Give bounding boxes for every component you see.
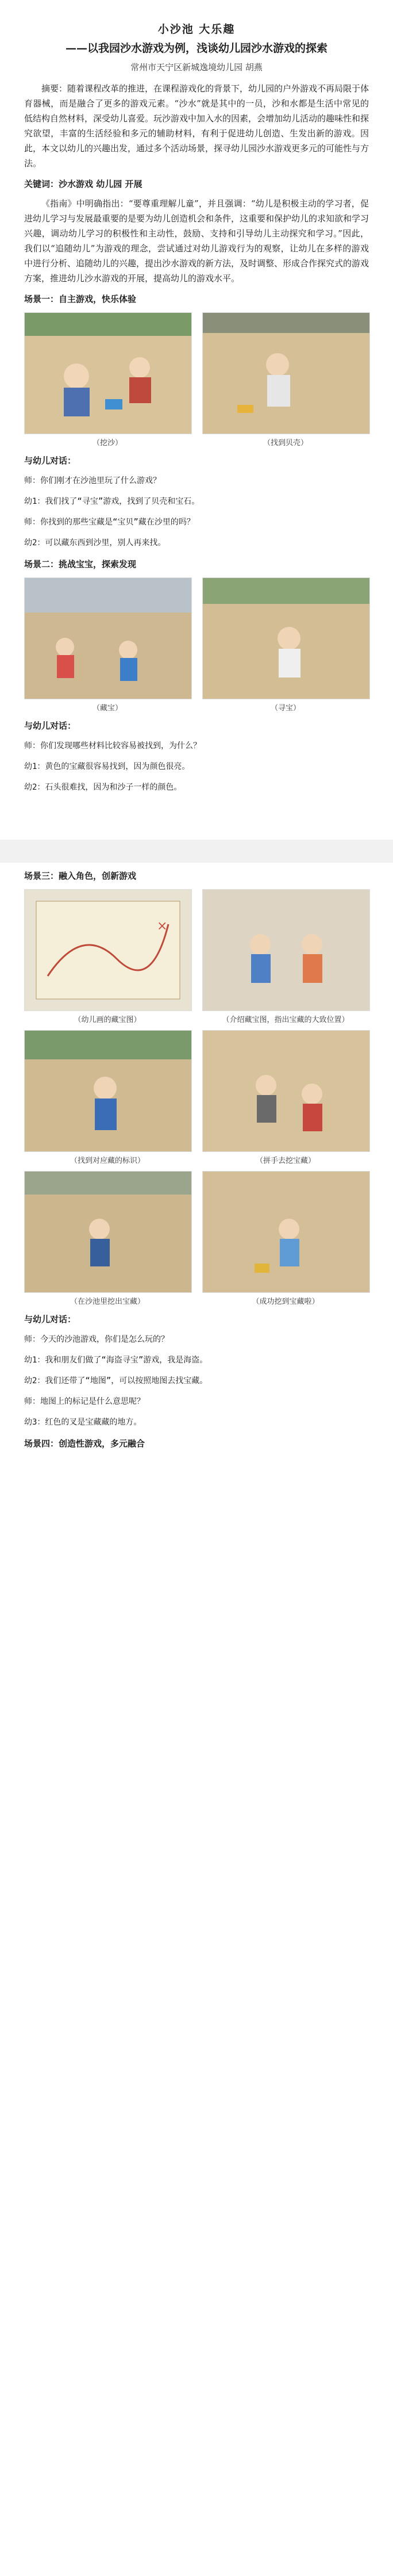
svg-text:×: × — [157, 919, 168, 933]
sand-scene-image — [25, 578, 191, 699]
dialogue-line: 师：今天的沙池游戏，你们是怎么玩的？ — [24, 1335, 169, 1344]
sand-pit-photo — [24, 312, 192, 434]
scene3-caption-3: （找到对应藏的标识） — [70, 1157, 145, 1165]
scene2-caption-2: （寻宝） — [270, 704, 300, 713]
sand-scene-image — [203, 1172, 369, 1292]
scene3-photo-1 — [24, 889, 191, 1024]
scene3-photos-3 — [24, 1171, 369, 1306]
scene1-reflect-heading: 与幼儿对话： — [24, 456, 76, 466]
dialogue-line: 幼2：可以藏东西到沙里，别人再来找。 — [24, 538, 166, 548]
dialogue-line: 幼2：我们还带了“地图”，可以按照地图去找宝藏。 — [24, 1376, 208, 1385]
scene1-caption-1: （挖沙） — [92, 439, 122, 447]
scene3-photo-6 — [202, 1171, 369, 1306]
dialogue-line: 幼3：红色的叉是宝藏藏的地方。 — [24, 1418, 142, 1427]
scene2-photos — [24, 577, 369, 713]
article-subtitle: ——以我园沙水游戏为例，浅谈幼儿园沙水游戏的探索 — [65, 42, 328, 55]
dialogue-line: 师：你们刚才在沙池里玩了什么游戏？ — [24, 476, 161, 485]
sand-scene-image — [25, 1031, 191, 1151]
article-author: 常州市天宁区新城逸境幼儿园 胡燕 — [130, 62, 263, 72]
scene3-caption-6: （成功挖到宝藏啦） — [252, 1297, 319, 1306]
sand-scene-image — [203, 1031, 369, 1151]
scene4-heading: 场景四：创造性游戏，多元融合 — [24, 1438, 145, 1449]
sand-scene-image — [25, 1172, 191, 1292]
page-1 — [24, 17, 369, 800]
scene1-photo-2 — [202, 312, 369, 447]
article-title: 小沙池 大乐趣 — [157, 23, 236, 36]
scene3-caption-1: （幼儿画的藏宝图） — [74, 1016, 141, 1024]
classroom-photo — [24, 889, 192, 1011]
kids-with-map-image — [203, 890, 369, 1011]
dialogue-line: 幼1：黄色的宝藏很容易找到，因为颜色很亮。 — [24, 762, 190, 771]
dialogue-line: 幼2：石头很难找，因为和沙子一样的颜色。 — [24, 783, 182, 792]
dialogue-line: 幼1：我们找了“寻宝”游戏，找到了贝壳和宝石。 — [24, 497, 200, 506]
scene3-photo-3 — [24, 1030, 191, 1165]
sand-pit-photo — [202, 312, 370, 434]
dialogue-line: 幼1：我和朋友们做了“海盗寻宝”游戏，我是海盗。 — [24, 1356, 208, 1365]
scene3-caption-4: （拼手去挖宝藏） — [255, 1157, 315, 1165]
scene3-photo-5 — [24, 1171, 191, 1306]
scene1-photo-1 — [24, 312, 191, 447]
scene2-caption-1: （藏宝） — [92, 704, 122, 713]
classroom-photo — [202, 889, 370, 1011]
sand-scene-image — [25, 313, 191, 434]
scene3-caption-5: （在沙池里挖出宝藏） — [70, 1297, 145, 1306]
sand-pit-photo — [202, 577, 370, 699]
scene3-photo-4 — [202, 1030, 369, 1165]
sand-scene-image — [203, 578, 369, 699]
scene2-reflect-heading: 与幼儿对话： — [24, 721, 76, 731]
dialogue-line: 师：你找到的那些宝藏是“宝贝”藏在沙里的吗？ — [24, 518, 195, 527]
page-gap — [0, 840, 393, 863]
sand-scene-image — [203, 313, 369, 434]
abstract: 摘要：随着课程改革的推进，在课程游戏化的背景下，幼儿园的户外游戏不再局限于体育器械，而是融合了更多的游戏元素。“沙水”就是其中的一员，沙和水都是生活中常见的低结构自然材料，深受幼儿喜爱。玩沙游戏中加入水的因素，会增加幼儿活动的趣味性和探究欲望，丰富的生活经验和多元的辅助材料，有利于促进幼儿创造、生发出新的游戏。因此，本文以幼儿的兴趣出发，通过多个活动场景，探寻幼儿园沙水游戏更多元的可能性与方法。 — [24, 83, 369, 169]
scene2-photo-2 — [202, 577, 369, 713]
scene3-photos-2 — [24, 1030, 369, 1165]
sand-pit-photo — [202, 1030, 370, 1152]
scene3-photos-1 — [24, 889, 369, 1024]
keywords: 关键词：沙水游戏 幼儿园 开展 — [24, 179, 142, 189]
sand-pit-photo — [24, 1030, 192, 1152]
sand-pit-photo — [24, 577, 192, 699]
intro-paragraph: 《指南》中明确指出：“要尊重理解儿童”，并且强调：“幼儿是积极主动的学习者，促进幼儿学习与发展最重要的是要为幼儿创造机会和条件，这重要和保护幼儿的求知欲和学习兴趣，调动幼儿学习的积极性和主动性，鼓励、支持和引导幼儿主动探究和学习。”因此，我们以“追随幼儿”为游戏的理念，尝试通过对幼儿游戏行为的观察，让幼儿在多样的游戏中进行分析、追随幼儿的兴趣，提出沙水游戏的新方法，及时调整、形成合作探究式的游戏方案，推进幼儿沙水游戏的开展，提高幼儿的游戏水平。 — [24, 198, 369, 284]
sand-pit-photo — [24, 1171, 192, 1293]
page-2 — [24, 863, 369, 1456]
scene2-photo-1 — [24, 577, 191, 713]
treasure-map-image — [25, 890, 191, 1011]
scene1-caption-2: （找到贝壳） — [263, 439, 308, 447]
scene3-photo-2 — [202, 889, 369, 1024]
scene3-heading: 场景三：融入角色，创新游戏 — [24, 871, 137, 881]
scene3-caption-2: （介绍藏宝图，指出宝藏的大致位置） — [222, 1016, 349, 1024]
scene1-photos — [24, 312, 369, 447]
dialogue-line: 师：你们发现哪些材料比较容易被找到，为什么？ — [24, 741, 201, 751]
dialogue-line: 师：地图上的标记是什么意思呢？ — [24, 1397, 145, 1406]
sand-pit-photo — [202, 1171, 370, 1293]
scene2-heading: 场景二：挑战宝宝，探索发现 — [24, 559, 137, 569]
scene1-heading: 场景一：自主游戏，快乐体验 — [24, 294, 137, 304]
scene3-reflect-heading: 与幼儿对话： — [24, 1314, 76, 1325]
